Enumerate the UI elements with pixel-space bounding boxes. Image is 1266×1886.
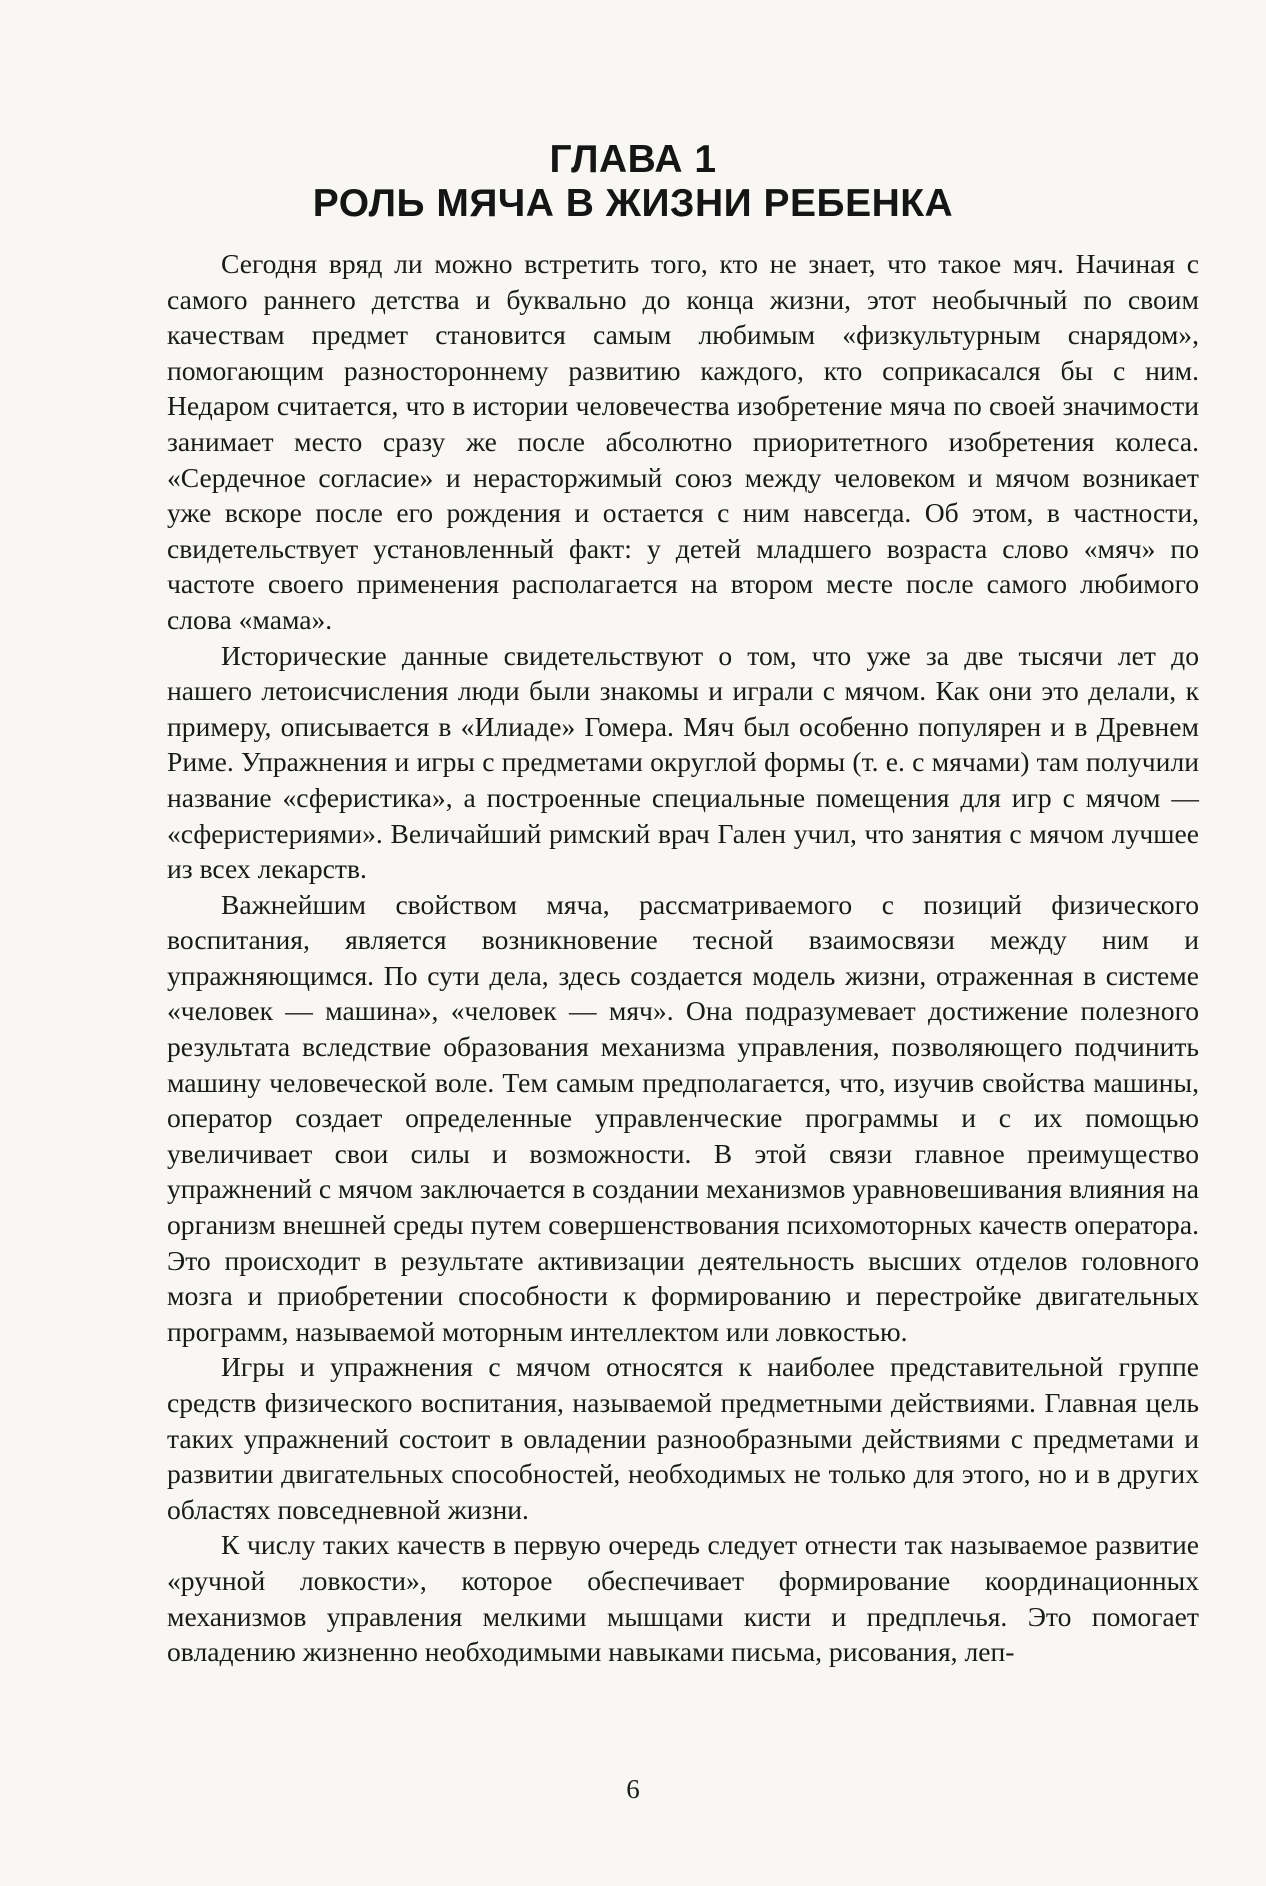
- paragraph: Сегодня вряд ли можно встретить того, кто не знает, что такое мяч. Начиная с самого раннего детства и буквально до конца жизни, этот необычный по своим качествам предмет становится самым любимым «физкультурным снарядом», помогающим разностороннему развитию каждого, кто соприкасался бы с ним. Недаром считается, что в истории человечества изобретение мяча по своей значимости занимает место сразу же после абсолютно приоритетного изобретения колеса. «Сердечное согласие» и нерасторжимый союз между человеком и мячом возникает уже вскоре после его рождения и остается с ним навсегда. Об этом, в частности, свидетельствует установленный факт: у детей младшего возраста слово «мяч» по частоте своего применения располагается на втором месте после самого любимого слова «мама».: [167, 248, 1199, 635]
- paragraph: Важнейшим свойством мяча, рассматриваемого с позиций физического воспитания, является возникновение тесной взаимосвязи между ним и упражняющимся. По сути дела, здесь создается модель жизни, отраженная в системе «человек — машина», «человек — мяч». Она подразумевает достижение полезного результата вследствие образования механизма управления, позволяющего подчинить машину человеческой воле. Тем самым предполагается, что, изучив свойства машины, оператор создает определенные управленческие программы и с их помощью увеличивает свои силы и возможности. В этой связи главное преимущество упражнений с мячом заключается в создании механизмов уравновешивания влияния на организм внешней среды путем совершенствования психомоторных качеств оператора. Это происходит в результате активизации деятельность высших отделов головного мозга и приобретении способности к формированию и перестройке двигательных программ, называемой моторным интеллектом или ловкостью.: [167, 888, 1199, 1347]
- page-number: 6: [626, 1774, 640, 1804]
- chapter-body: [167, 246, 1199, 1670]
- chapter-title: РОЛЬ МЯЧА В ЖИЗНИ РЕБЕНКА: [312, 182, 954, 225]
- chapter-number: ГЛАВА 1: [549, 138, 717, 181]
- paragraph: Исторические данные свидетельствуют о том, что уже за две тысячи лет до нашего летоисчисления люди были знакомы и играли с мячом. Как они это делали, к примеру, описывается в «Илиаде» Гомера. Мяч был особенно популярен и в Древнем Риме. Упражнения и игры с предметами округлой формы (т. е. с мячами) там получили название «сферистика», а построенные специальные помещения для игр с мячом — «сферистериями». Величайший римский врач Гален учил, что занятия с мячом лучшее из всех лекарств.: [167, 639, 1199, 885]
- paragraph: Игры и упражнения с мячом относятся к наиболее представительной группе средств физического воспитания, называемой предметными действиями. Главная цель таких упражнений состоит в овладении разнообразными действиями с предметами и развитии двигательных способностей, необходимых не только для этого, но и в других областях повседневной жизни.: [167, 1351, 1199, 1525]
- paragraph: К числу таких качеств в первую очередь следует отнести так называемое развитие «ручной ловкости», которое обеспечивает формирование координационных механизмов управления мелкими мышцами кисти и предплечья. Это помогает овладению жизненно необходимыми навыками письма, рисования, леп-: [167, 1529, 1199, 1668]
